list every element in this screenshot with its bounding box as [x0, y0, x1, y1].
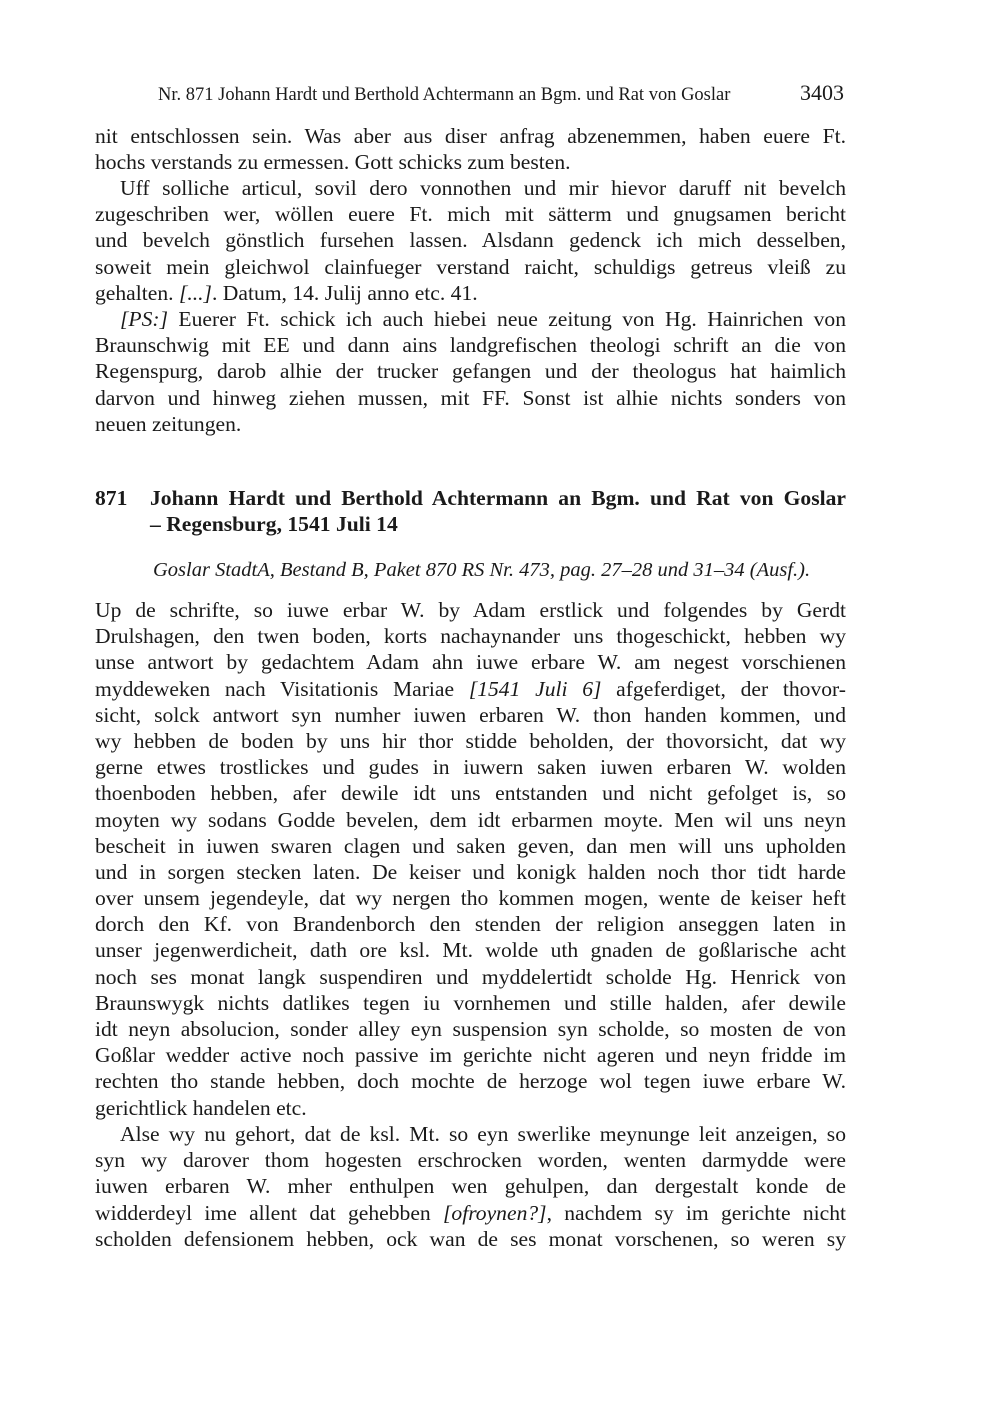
running-head-title: Nr. 871 Johann Hardt und Berthold Achtermann an Bgm. und Rat von Goslar [158, 85, 731, 105]
text-line: iuwen erbaren W. mher enthulpen wen gehulpen, dan dergestalt konde de [95, 1174, 846, 1199]
title-line: Johann Hardt und Berthold Achtermann an Bgm. und Rat von Goslar [150, 486, 846, 510]
document-body-paragraph-2 [95, 1121, 846, 1252]
text-line: noch ses monat langk suspendiren und myddelertidt scholde Hg. Henrick von [95, 964, 846, 989]
text-line: unser jegenwerdicheit, dath ore ksl. Mt. wolde uth gnaden de goßlarische acht [95, 938, 846, 963]
text-line: wy hebben de boden by uns hir thor stidde beholden, der thovorsicht, dat wy [95, 728, 846, 753]
text-line: Uff solliche articul, sovil dero vonnothen und mir hievor daruff nit bevelch [120, 176, 846, 200]
previous-document-paragraph-1 [95, 123, 846, 175]
text-line: idt neyn absolucion, sonder alley eyn suspension syn scholde, so mosten de von [95, 1017, 846, 1041]
text-line: Regenspurg, darob alhie der trucker gefangen und der theologus hat haimlich [95, 359, 846, 384]
text-line: nit entschlossen sein. Was aber aus diser anfrag abzenemmen, haben euere Ft. [95, 124, 846, 148]
postscript-paragraph [95, 306, 846, 437]
postscript-label: [PS:] [120, 307, 168, 331]
text-line: bescheit in iuwen swaren clagen und saken geven, dan men will uns upholden [95, 833, 846, 858]
text-line: sicht, solck antwort syn numher iuwen erbaren W. thon handen kommen, und [95, 702, 846, 727]
text-line: thoenboden hebben, afer dewile idt uns entstanden und nicht gefolget is, so [95, 781, 846, 806]
text-line: moyten wy sodans Godde bevelen, dem idt erbarmen moyte. Men wil uns neyn [95, 807, 846, 832]
text-line: rechten tho stande hebben, doch mochte de herzoge wol tegen iuwe erbare W. [95, 1069, 846, 1094]
text-line: unse antwort by gedachtem Adam ahn iuwe erbare W. am negest vorschienen [95, 650, 846, 675]
text-line: darvon und hinweg ziehen mussen, mit FF. Sonst ist alhie nichts sonders von [95, 385, 846, 410]
text-line: gerichtlick handelen etc. [95, 1095, 307, 1120]
text-line: soweit mein gleichwol clainfueger verstand raicht, schuldigs getreus vleiß zu [95, 254, 846, 279]
text-line: over unsem jegendeyle, dat wy nergen tho kommen mogen, wente de keiser heft [95, 886, 846, 911]
text-line: dorch den Kf. von Brandenborch den stenden der religion anseggen laten in [95, 912, 846, 937]
archival-source: Goslar StadtA, Bestand B, Paket 870 RS Nr. 473, pag. 27–28 und 31–34 (Ausf.). [153, 559, 811, 581]
text-line [95, 676, 846, 702]
text-line [95, 280, 846, 306]
text-line: gerne etwes trostlickes und gudes in iuwern saken iuwen erbaren W. wolden [95, 755, 846, 780]
text-line: Drulshagen, den twen boden, korts nachaynander uns thogeschickt, hebben wy [95, 624, 846, 649]
text-line: und bevelch gönstlich fursehen lassen. Alsdann gedenck ich mich desselben, [95, 228, 846, 253]
editorial-conjecture: [ofroynen?] [443, 1200, 547, 1225]
title-line: – Regensburg, 1541 Juli 14 [150, 512, 398, 537]
text-line: syn wy darover thom hogesten erschrocken worden, wenten darmydde were [95, 1148, 846, 1173]
document-body-paragraph-1 [95, 597, 846, 1121]
document-title [150, 485, 846, 538]
page-number: 3403 [800, 80, 844, 105]
text-line: zugeschriben wer, wöllen euere Ft. mich mit sätterm und gnugsamen bericht [95, 202, 846, 227]
text-line: Braunschwig mit EE und dann ains landgrefischen theologi schrift an die von [95, 333, 846, 358]
text-segment: Euerer Ft. schick ich auch hiebei neue zeitung von Hg. Hainrichen von [168, 307, 846, 331]
text-line: Goßlar wedder active noch passive im gerichte nicht ageren und neyn fridde im [95, 1043, 846, 1068]
editorial-ellipsis: [...] [178, 280, 212, 305]
text-line: und in sorgen stecken laten. De keiser und konigk halden noch thor tidt harde [95, 859, 846, 884]
running-head [95, 80, 846, 108]
text-line: Braunswygk nichts datlikes tegen iu vornhemen und stille halden, afer dewile [95, 990, 846, 1015]
document-number: 871 [95, 486, 128, 510]
text-segment: widderdeyl ime allent dat gehebben [95, 1200, 443, 1225]
text-line [95, 306, 846, 332]
text-segment: myddeweken nach Visitationis Mariae [95, 676, 469, 701]
text-segment: gehalten. [95, 280, 179, 305]
previous-document-paragraph-2 [95, 175, 846, 306]
text-line [95, 1200, 846, 1226]
text-line: neuen zeitungen. [95, 411, 242, 436]
text-segment: , nachdem sy im gerichte nicht [546, 1200, 846, 1225]
text-line: Up de schrifte, so iuwe erbar W. by Adam erstlick und folgendes by Gerdt [95, 598, 846, 622]
text-segment: afgeferdiget, der thovor- [601, 676, 846, 701]
text-segment: . Datum, 14. Julij anno etc. 41. [211, 280, 478, 305]
text-line: Alse wy nu gehort, dat de ksl. Mt. so eyn swerlike meynunge leit anzeigen, so [120, 1122, 846, 1146]
text-line: scholden defensionem hebben, ock wan de ses monat vorschenen, so weren sy [95, 1226, 846, 1251]
text-line: hochs verstands zu ermessen. Gott schicks zum besten. [95, 150, 571, 175]
editorial-date-note: [1541 Juli 6] [468, 676, 602, 701]
